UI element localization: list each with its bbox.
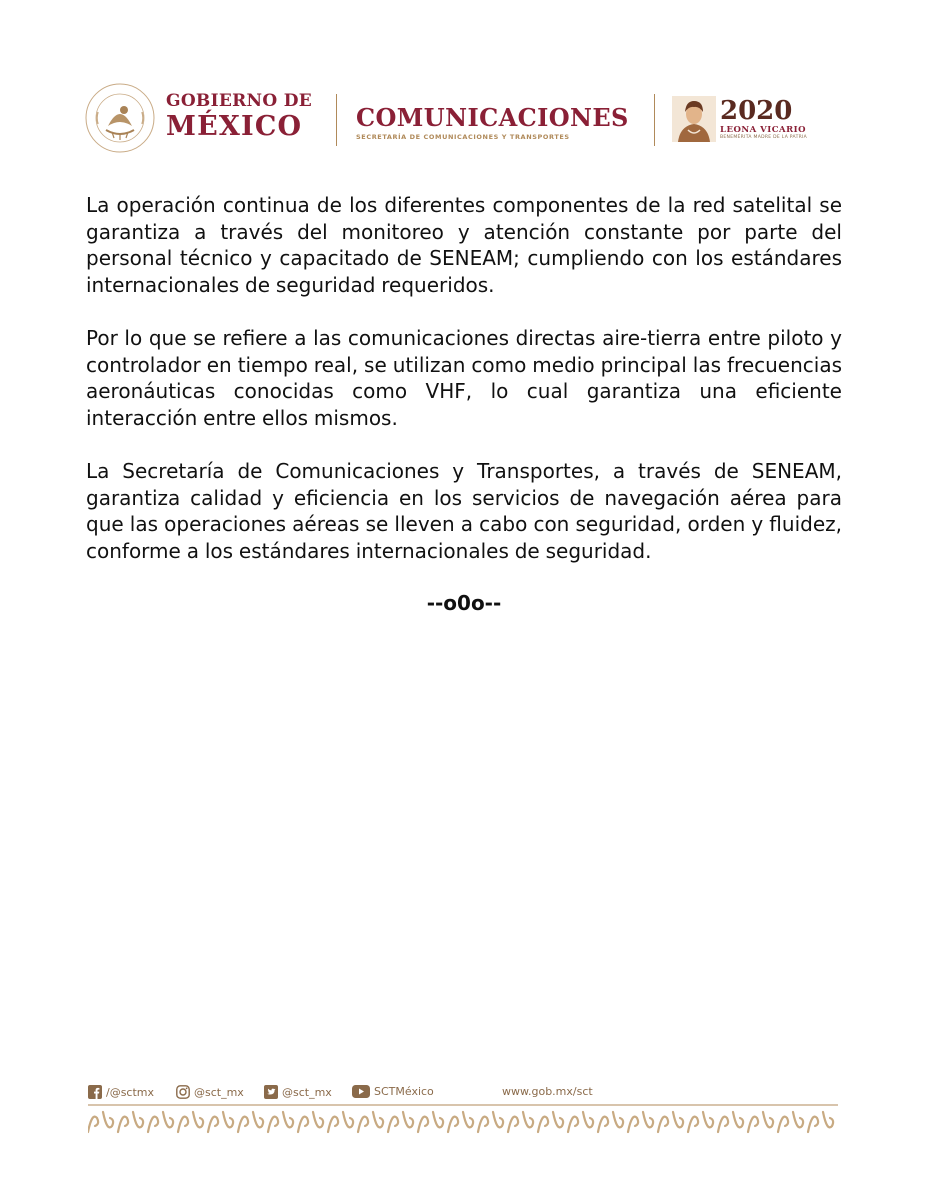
leona-vicario-portrait	[672, 96, 716, 142]
pattern-swirl	[403, 1112, 413, 1127]
twitter-link[interactable]	[264, 1085, 332, 1099]
pattern-swirl	[463, 1112, 473, 1127]
pattern-swirl	[283, 1112, 293, 1127]
pattern-swirl	[508, 1117, 518, 1132]
closing-mark: --o0o--	[426, 591, 502, 615]
pattern-swirl	[823, 1112, 833, 1127]
pattern-swirl	[223, 1112, 233, 1127]
header-divider	[336, 94, 337, 146]
pattern-swirl	[418, 1117, 428, 1132]
youtube-channel: SCTMéxico	[374, 1085, 434, 1098]
pattern-swirl	[118, 1117, 128, 1132]
pattern-swirl	[388, 1117, 398, 1132]
pattern-swirl	[478, 1117, 488, 1132]
instagram-icon	[176, 1085, 190, 1099]
pattern-swirl	[148, 1117, 158, 1132]
pattern-swirl	[88, 1117, 98, 1132]
comunicaciones-subtitle: SECRETARÍA DE COMUNICACIONES Y TRANSPORTES	[356, 133, 570, 141]
pattern-swirl	[688, 1117, 698, 1132]
pattern-swirl	[178, 1117, 188, 1132]
pattern-swirl	[553, 1112, 563, 1127]
pattern-swirl	[253, 1112, 263, 1127]
letterhead	[84, 82, 844, 162]
pattern-swirl	[793, 1112, 803, 1127]
pattern-swirl	[493, 1112, 503, 1127]
pattern-swirl	[583, 1112, 593, 1127]
gobierno-de-mexico-wordmark	[166, 93, 312, 140]
facebook-handle: /@sctmx	[106, 1085, 155, 1099]
pattern-swirl	[703, 1112, 713, 1127]
leona-vicario-name: LEONA VICARIO	[720, 125, 807, 135]
pattern-swirl	[358, 1117, 368, 1132]
pattern-swirl	[328, 1117, 338, 1132]
footer-social-bar	[88, 1082, 838, 1104]
mexico-seal-logo	[84, 82, 156, 154]
website-link[interactable]	[502, 1085, 593, 1098]
paragraph: La Secretaría de Comunicaciones y Transportes, a través de SENEAM, garantiza calidad y eficiencia en los servicios de navegación aérea para que las operaciones aéreas se lleven a cabo con seguridad, orden y fluidez, conforme a los estándares internacionales de seguridad.	[86, 459, 842, 563]
pattern-swirl	[748, 1117, 758, 1132]
pattern-swirl	[643, 1112, 653, 1127]
youtube-icon	[352, 1085, 370, 1098]
pattern-swirl	[238, 1117, 248, 1132]
pattern-swirl	[313, 1112, 323, 1127]
comunicaciones-wordmark	[356, 103, 629, 141]
pattern-swirl	[193, 1112, 203, 1127]
paragraph: Por lo que se refiere a las comunicaciones directas aire-tierra entre piloto y controlador en tiempo real, se utilizan como medio principal las frecuencias aeronáuticas conocidas como VHF, lo cual garantiza una eficiente interacción entre ellos mismos.	[86, 326, 842, 430]
pattern-swirl	[778, 1117, 788, 1132]
pattern-swirl	[163, 1112, 173, 1127]
header-divider	[654, 94, 655, 146]
instagram-link[interactable]	[176, 1085, 244, 1099]
pattern-swirl	[298, 1117, 308, 1132]
twitter-icon	[264, 1085, 278, 1099]
pattern-swirl	[373, 1112, 383, 1127]
pattern-swirl	[433, 1112, 443, 1127]
comunicaciones-title: COMUNICACIONES	[356, 103, 629, 132]
gobierno-line2: MÉXICO	[166, 111, 303, 142]
gobierno-line1: GOBIERNO DE	[166, 91, 312, 111]
document-body	[86, 192, 842, 615]
leona-vicario-tagline: BENEMÉRITA MADRE DE LA PATRIA	[720, 134, 808, 140]
year-leona-vicario	[720, 98, 807, 140]
pattern-swirl	[808, 1117, 818, 1132]
pattern-swirl	[613, 1112, 623, 1127]
instagram-handle: @sct_mx	[194, 1085, 244, 1099]
pattern-swirl	[658, 1117, 668, 1132]
facebook-icon	[88, 1085, 102, 1099]
pattern-swirl	[538, 1117, 548, 1132]
paragraph: La operación continua de los diferentes componentes de la red satelital se garantiza a través del monitoreo y atención constante por parte del personal técnico y capacitado de SENEAM; cumpliendo con los estándares internacionales de seguridad requeridos.	[86, 193, 842, 297]
facebook-link[interactable]	[88, 1085, 154, 1099]
pattern-swirl	[568, 1117, 578, 1132]
pattern-swirl	[343, 1112, 353, 1127]
pattern-swirl	[763, 1112, 773, 1127]
decorative-footer-pattern	[88, 1104, 838, 1138]
pattern-swirl	[268, 1117, 278, 1132]
pattern-swirl	[628, 1117, 638, 1132]
year-text: 2020	[720, 96, 793, 126]
pattern-swirl	[448, 1117, 458, 1132]
pattern-swirl	[598, 1117, 608, 1132]
pattern-swirl	[673, 1112, 683, 1127]
pattern-swirl	[133, 1112, 143, 1127]
website-url: www.gob.mx/sct	[502, 1085, 593, 1098]
youtube-link[interactable]	[352, 1085, 434, 1098]
pattern-swirl	[718, 1117, 728, 1132]
pattern-swirl	[208, 1117, 218, 1132]
twitter-handle: @sct_mx	[282, 1085, 332, 1099]
pattern-swirl	[103, 1112, 113, 1127]
pattern-swirl	[733, 1112, 743, 1127]
pattern-swirl	[523, 1112, 533, 1127]
